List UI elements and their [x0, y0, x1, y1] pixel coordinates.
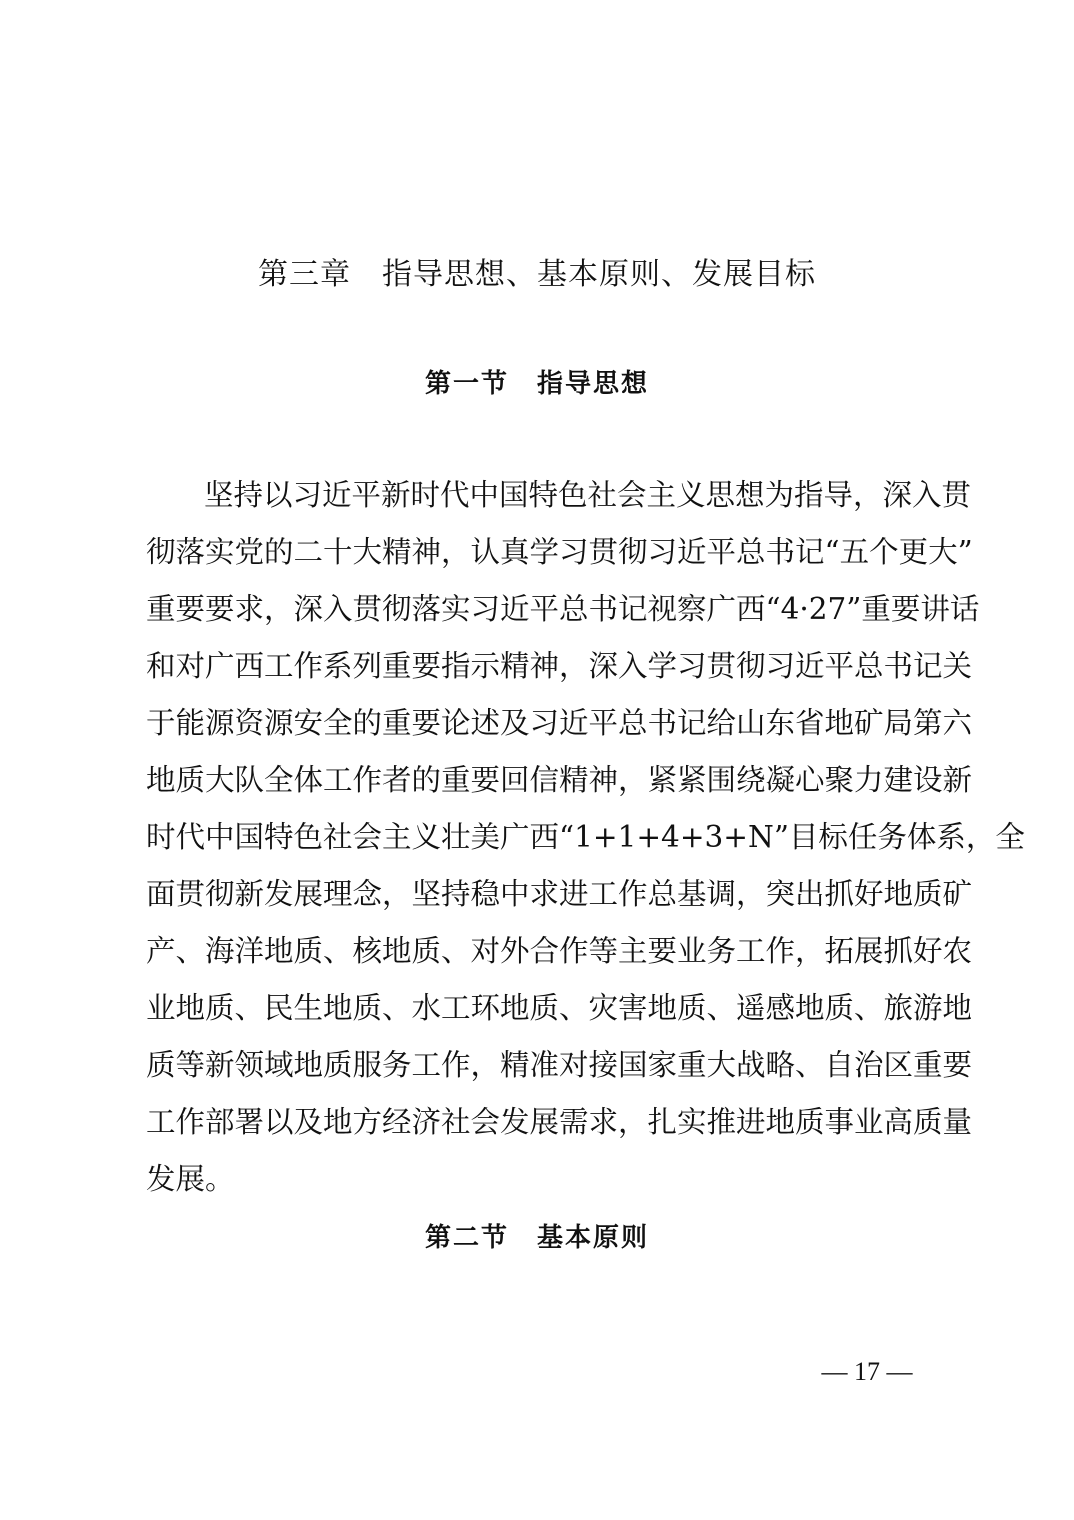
paragraph-line: 重要要求，深入贯彻落实习近平总书记视察广西“4·27”重要讲话 — [146, 592, 980, 626]
paragraph-line: 质等新领域地质服务工作，精准对接国家重大战略、自治区重要 — [146, 1048, 973, 1082]
paragraph-line: 坚持以习近平新时代中国特色社会主义思想为指导，深入贯 — [204, 478, 972, 512]
paragraph-line: 业地质、民生地质、水工环地质、灾害地质、遥感地质、旅游地 — [146, 991, 973, 1025]
paragraph-line: 彻落实党的二十大精神，认真学习贯彻习近平总书记“五个更大” — [146, 535, 973, 569]
paragraph-line: 和对广西工作系列重要指示精神，深入学习贯彻习近平总书记关 — [146, 649, 973, 683]
paragraph-guiding-ideology — [146, 467, 1025, 1208]
paragraph-line: 发展。 — [146, 1162, 235, 1196]
paragraph-line: 产、海洋地质、核地质、对外合作等主要业务工作，拓展抓好农 — [146, 934, 973, 968]
section-title-basic-principles: 第二节 基本原则 — [424, 1223, 649, 1253]
paragraph-line: 时代中国特色社会主义壮美广西“1+1+4+3+N”目标任务体系，全 — [146, 820, 1025, 854]
page-number: — 17 — — [821, 1357, 913, 1386]
chapter-title: 第三章 指导思想、基本原则、发展目标 — [258, 257, 816, 292]
paragraph-line: 地质大队全体工作者的重要回信精神，紧紧围绕凝心聚力建设新 — [146, 763, 973, 797]
section-title-guiding-ideology: 第一节 指导思想 — [424, 369, 649, 399]
paragraph-line: 面贯彻新发展理念，坚持稳中求进工作总基调，突出抓好地质矿 — [146, 877, 973, 911]
paragraph-line: 于能源资源安全的重要论述及习近平总书记给山东省地矿局第六 — [146, 706, 973, 740]
paragraph-line: 工作部署以及地方经济社会发展需求，扎实推进地质事业高质量 — [146, 1105, 973, 1139]
